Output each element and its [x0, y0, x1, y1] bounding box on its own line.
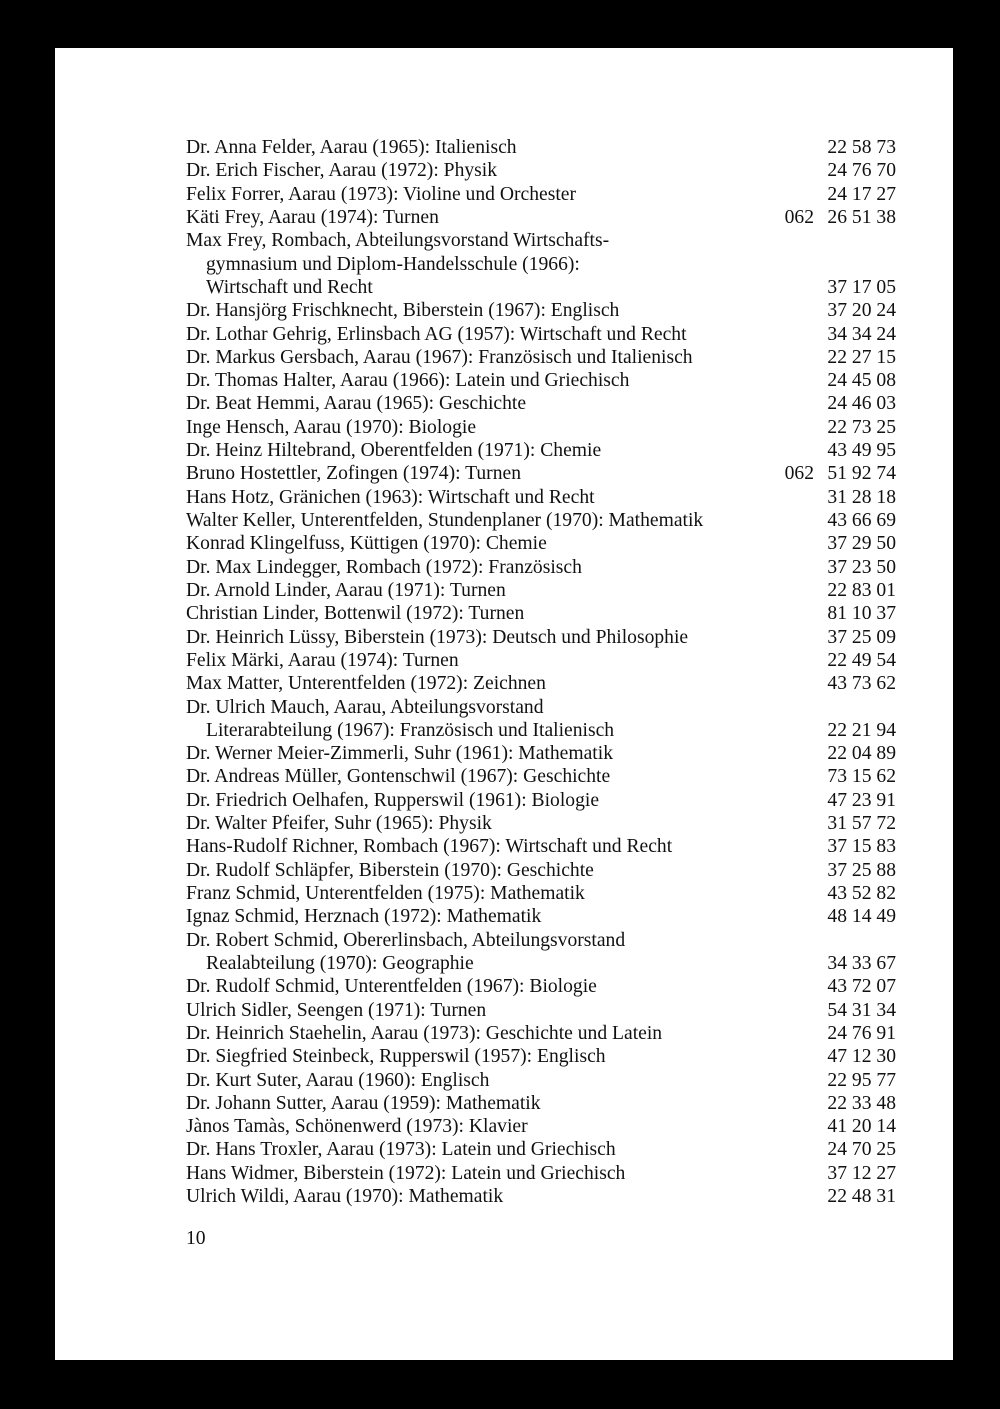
directory-entry	[186, 882, 896, 905]
entry-text: Walter Keller, Unterentfelden, Stundenplaner (1970): Mathematik	[186, 510, 704, 531]
phone-number: 34 33 67	[827, 952, 896, 974]
area-code: 062	[784, 206, 814, 228]
entry-line	[186, 532, 896, 555]
phone-number: 43 72 07	[827, 976, 896, 998]
entry-text: Dr. Erich Fischer, Aarau (1972): Physik	[186, 160, 498, 182]
entry-line	[186, 999, 896, 1022]
directory-entry	[186, 392, 896, 415]
phone-number: 43 73 62	[827, 673, 896, 695]
directory-entry	[186, 859, 896, 882]
entry-line	[186, 439, 896, 462]
entry-line	[186, 579, 896, 602]
entry-text: Dr. Max Lindegger, Rombach (1972): Französisch	[186, 556, 582, 578]
phone-number: 34 34 24	[827, 323, 896, 345]
entry-text: Dr. Robert Schmid, Obererlinsbach, Abteilungsvorstand	[186, 929, 626, 951]
phone-number: 43 49 95	[827, 440, 896, 462]
phone-number: 48 14 49	[827, 906, 896, 928]
entry-line	[186, 1022, 896, 1045]
entry-text: Dr. Johann Sutter, Aarau (1959): Mathematik	[186, 1092, 541, 1114]
phone-number: 31 28 18	[827, 486, 896, 508]
directory-entry	[186, 789, 896, 812]
entry-text: Dr. Hansjörg Frischknecht, Biberstein (1967): Englisch	[186, 300, 620, 322]
directory-entry	[186, 532, 896, 555]
directory-entry	[186, 1115, 896, 1138]
phone-number: 22 73 25	[827, 416, 896, 438]
phone-number: 37 25 09	[827, 626, 896, 648]
entry-text: Dr. Ulrich Mauch, Aarau, Abteilungsvorstand	[186, 696, 544, 718]
entry-line	[186, 556, 896, 579]
entry-line	[186, 462, 896, 485]
phone-number: 73 15 62	[827, 766, 896, 788]
phone-number: 24 46 03	[827, 393, 896, 415]
directory-entry	[186, 462, 896, 485]
entry-line	[186, 416, 896, 439]
phone-number: 47 12 30	[827, 1046, 896, 1068]
phone-number: 22 33 48	[827, 1092, 896, 1114]
directory-entry	[186, 929, 896, 976]
entry-text: Hans Widmer, Biberstein (1972): Latein und Griechisch	[186, 1162, 626, 1184]
phone-number: 22 49 54	[827, 649, 896, 671]
phone-number: 47 23 91	[827, 789, 896, 811]
directory-entry	[186, 346, 896, 369]
phone-number: 22 21 94	[827, 719, 896, 741]
entry-text: Wirtschaft und Recht	[206, 276, 373, 298]
phone-number: 22 58 73	[827, 137, 896, 158]
entry-text: Dr. Heinz Hiltebrand, Oberentfelden (1971): Chemie	[186, 440, 602, 462]
entry-line	[186, 882, 896, 905]
entry-line	[186, 719, 896, 742]
entry-text: Inge Hensch, Aarau (1970): Biologie	[186, 416, 477, 438]
entry-text: Dr. Rudolf Schmid, Unterentfelden (1967): Biologie	[186, 976, 597, 998]
entry-line	[186, 812, 896, 835]
document-page	[55, 48, 953, 1360]
phone-number: 41 20 14	[827, 1116, 896, 1138]
entry-line	[186, 672, 896, 695]
entry-line	[186, 975, 896, 998]
directory-entry	[186, 649, 896, 672]
entry-text: Literarabteilung (1967): Französisch und Italienisch	[206, 719, 615, 741]
entry-text: Dr. Beat Hemmi, Aarau (1965): Geschichte	[186, 393, 527, 415]
phone-number: 51 92 74	[827, 463, 896, 485]
entry-text: Realabteilung (1970): Geographie	[206, 952, 474, 974]
phone-number: 37 15 83	[827, 836, 896, 858]
entry-text: Ignaz Schmid, Herznach (1972): Mathematik	[186, 906, 542, 928]
phone-number: 22 95 77	[827, 1069, 896, 1091]
area-code: 062	[784, 463, 814, 485]
phone-number: 22 04 89	[827, 743, 896, 765]
entry-line	[186, 206, 896, 229]
entry-line	[186, 742, 896, 765]
phone-number: 24 76 91	[827, 1022, 896, 1044]
entry-line	[186, 696, 896, 719]
entry-line	[186, 486, 896, 509]
directory-entry	[186, 229, 896, 299]
entry-line	[186, 229, 896, 252]
directory-entry	[186, 1092, 896, 1115]
entry-line	[186, 905, 896, 928]
entry-line	[186, 1115, 896, 1138]
entry-text: Hans-Rudolf Richner, Rombach (1967): Wirtschaft und Recht	[186, 836, 673, 858]
entry-text: Käti Frey, Aarau (1974): Turnen	[186, 206, 439, 228]
entry-line	[186, 346, 896, 369]
entry-line	[186, 276, 896, 299]
entry-text: Dr. Kurt Suter, Aarau (1960): Englisch	[186, 1069, 490, 1091]
phone-number: 43 52 82	[827, 883, 896, 904]
phone-number: 43 66 69	[827, 510, 896, 531]
directory-entry	[186, 1162, 896, 1185]
directory-entry	[186, 509, 896, 532]
phone-number: 81 10 37	[827, 603, 896, 625]
directory-entry	[186, 905, 896, 928]
entry-text: Max Frey, Rombach, Abteilungsvorstand Wirtschafts-	[186, 230, 610, 252]
entry-line	[186, 765, 896, 788]
directory-entry	[186, 183, 896, 206]
entry-line	[186, 136, 896, 159]
directory-entry	[186, 602, 896, 625]
directory-entry	[186, 579, 896, 602]
phone-number: 37 17 05	[827, 276, 896, 298]
directory-entry	[186, 486, 896, 509]
directory-entry	[186, 1185, 896, 1208]
entry-text: Franz Schmid, Unterentfelden (1975): Mathematik	[186, 883, 585, 904]
entry-text: Konrad Klingelfuss, Küttigen (1970): Chemie	[186, 533, 547, 555]
entry-text: gymnasium und Diplom-Handelsschule (1966):	[206, 253, 580, 275]
entry-text: Dr. Hans Troxler, Aarau (1973): Latein und Griechisch	[186, 1139, 616, 1161]
directory-entry	[186, 369, 896, 392]
directory-entry	[186, 416, 896, 439]
phone-number: 22 27 15	[827, 346, 896, 368]
entry-text: Dr. Andreas Müller, Gontenschwil (1967): Geschichte	[186, 766, 611, 788]
entry-text: Max Matter, Unterentfelden (1972): Zeichnen	[186, 673, 546, 695]
directory-entry	[186, 1022, 896, 1045]
phone-number: 22 48 31	[827, 1186, 896, 1208]
entry-line	[186, 602, 896, 625]
entry-line	[186, 1162, 896, 1185]
directory-entry	[186, 323, 896, 346]
entry-line	[186, 183, 896, 206]
entry-line	[186, 1185, 896, 1208]
directory-entry	[186, 812, 896, 835]
entry-line	[186, 649, 896, 672]
phone-number: 26 51 38	[827, 206, 896, 228]
directory-entry	[186, 1138, 896, 1161]
entry-text: Dr. Arnold Linder, Aarau (1971): Turnen	[186, 579, 506, 601]
entry-text: Ulrich Sidler, Seengen (1971): Turnen	[186, 999, 487, 1021]
phone-number: 37 23 50	[827, 556, 896, 578]
phone-number: 22 83 01	[827, 579, 896, 601]
entry-line	[186, 789, 896, 812]
directory-entry	[186, 136, 896, 159]
entry-text: Dr. Werner Meier-Zimmerli, Suhr (1961): Mathematik	[186, 743, 613, 765]
directory-entry	[186, 999, 896, 1022]
entry-line	[186, 253, 896, 276]
entry-text: Dr. Markus Gersbach, Aarau (1967): Französisch und Italienisch	[186, 346, 693, 368]
entry-text: Christian Linder, Bottenwil (1972): Turnen	[186, 603, 525, 625]
entry-text: Dr. Heinrich Staehelin, Aarau (1973): Geschichte und Latein	[186, 1022, 663, 1044]
entry-text: Dr. Friedrich Oelhafen, Rupperswil (1961): Biologie	[186, 789, 600, 811]
teacher-directory-list	[186, 136, 896, 1208]
page-number: 10	[186, 1228, 206, 1249]
phone-number: 24 45 08	[827, 370, 896, 392]
phone-number: 37 29 50	[827, 533, 896, 555]
entry-text: Dr. Anna Felder, Aarau (1965): Italienisch	[186, 137, 517, 158]
phone-number: 24 76 70	[827, 160, 896, 182]
directory-entry	[186, 556, 896, 579]
directory-entry	[186, 672, 896, 695]
phone-number: 31 57 72	[827, 813, 896, 835]
entry-text: Bruno Hostettler, Zofingen (1974): Turnen	[186, 463, 521, 485]
directory-entry	[186, 975, 896, 998]
entry-line	[186, 835, 896, 858]
directory-entry	[186, 206, 896, 229]
entry-line	[186, 626, 896, 649]
entry-text: Felix Forrer, Aarau (1973): Violine und Orchester	[186, 183, 576, 205]
directory-entry	[186, 1069, 896, 1092]
directory-entry	[186, 835, 896, 858]
entry-line	[186, 369, 896, 392]
entry-text: Dr. Siegfried Steinbeck, Rupperswil (1957): Englisch	[186, 1046, 606, 1068]
entry-text: Dr. Walter Pfeifer, Suhr (1965): Physik	[186, 813, 492, 835]
phone-number: 37 20 24	[827, 300, 896, 322]
entry-text: Dr. Heinrich Lüssy, Biberstein (1973): Deutsch und Philosophie	[186, 626, 689, 648]
phone-number: 37 12 27	[827, 1162, 896, 1184]
phone-number: 24 17 27	[827, 183, 896, 205]
directory-entry	[186, 626, 896, 649]
directory-entry	[186, 439, 896, 462]
directory-entry	[186, 299, 896, 322]
entry-text: Dr. Thomas Halter, Aarau (1966): Latein und Griechisch	[186, 370, 630, 392]
entry-line	[186, 159, 896, 182]
entry-line	[186, 1138, 896, 1161]
directory-entry	[186, 765, 896, 788]
entry-line	[186, 929, 896, 952]
entry-text: Jànos Tamàs, Schönenwerd (1973): Klavier	[186, 1116, 528, 1138]
entry-text: Hans Hotz, Gränichen (1963): Wirtschaft und Recht	[186, 486, 595, 508]
entry-line	[186, 299, 896, 322]
directory-entry	[186, 742, 896, 765]
entry-text: Felix Märki, Aarau (1974): Turnen	[186, 649, 459, 671]
directory-entry	[186, 159, 896, 182]
entry-text: Dr. Lothar Gehrig, Erlinsbach AG (1957): Wirtschaft und Recht	[186, 323, 687, 345]
entry-line	[186, 859, 896, 882]
phone-number: 37 25 88	[827, 859, 896, 881]
phone-number: 24 70 25	[827, 1139, 896, 1161]
directory-entry	[186, 696, 896, 743]
entry-line	[186, 1069, 896, 1092]
entry-line	[186, 952, 896, 975]
entry-line	[186, 1092, 896, 1115]
entry-text: Ulrich Wildi, Aarau (1970): Mathematik	[186, 1186, 504, 1208]
directory-entry	[186, 1045, 896, 1068]
phone-number: 54 31 34	[827, 999, 896, 1021]
entry-line	[186, 509, 896, 532]
entry-text: Dr. Rudolf Schläpfer, Biberstein (1970): Geschichte	[186, 859, 594, 881]
entry-line	[186, 392, 896, 415]
entry-line	[186, 323, 896, 346]
entry-line	[186, 1045, 896, 1068]
